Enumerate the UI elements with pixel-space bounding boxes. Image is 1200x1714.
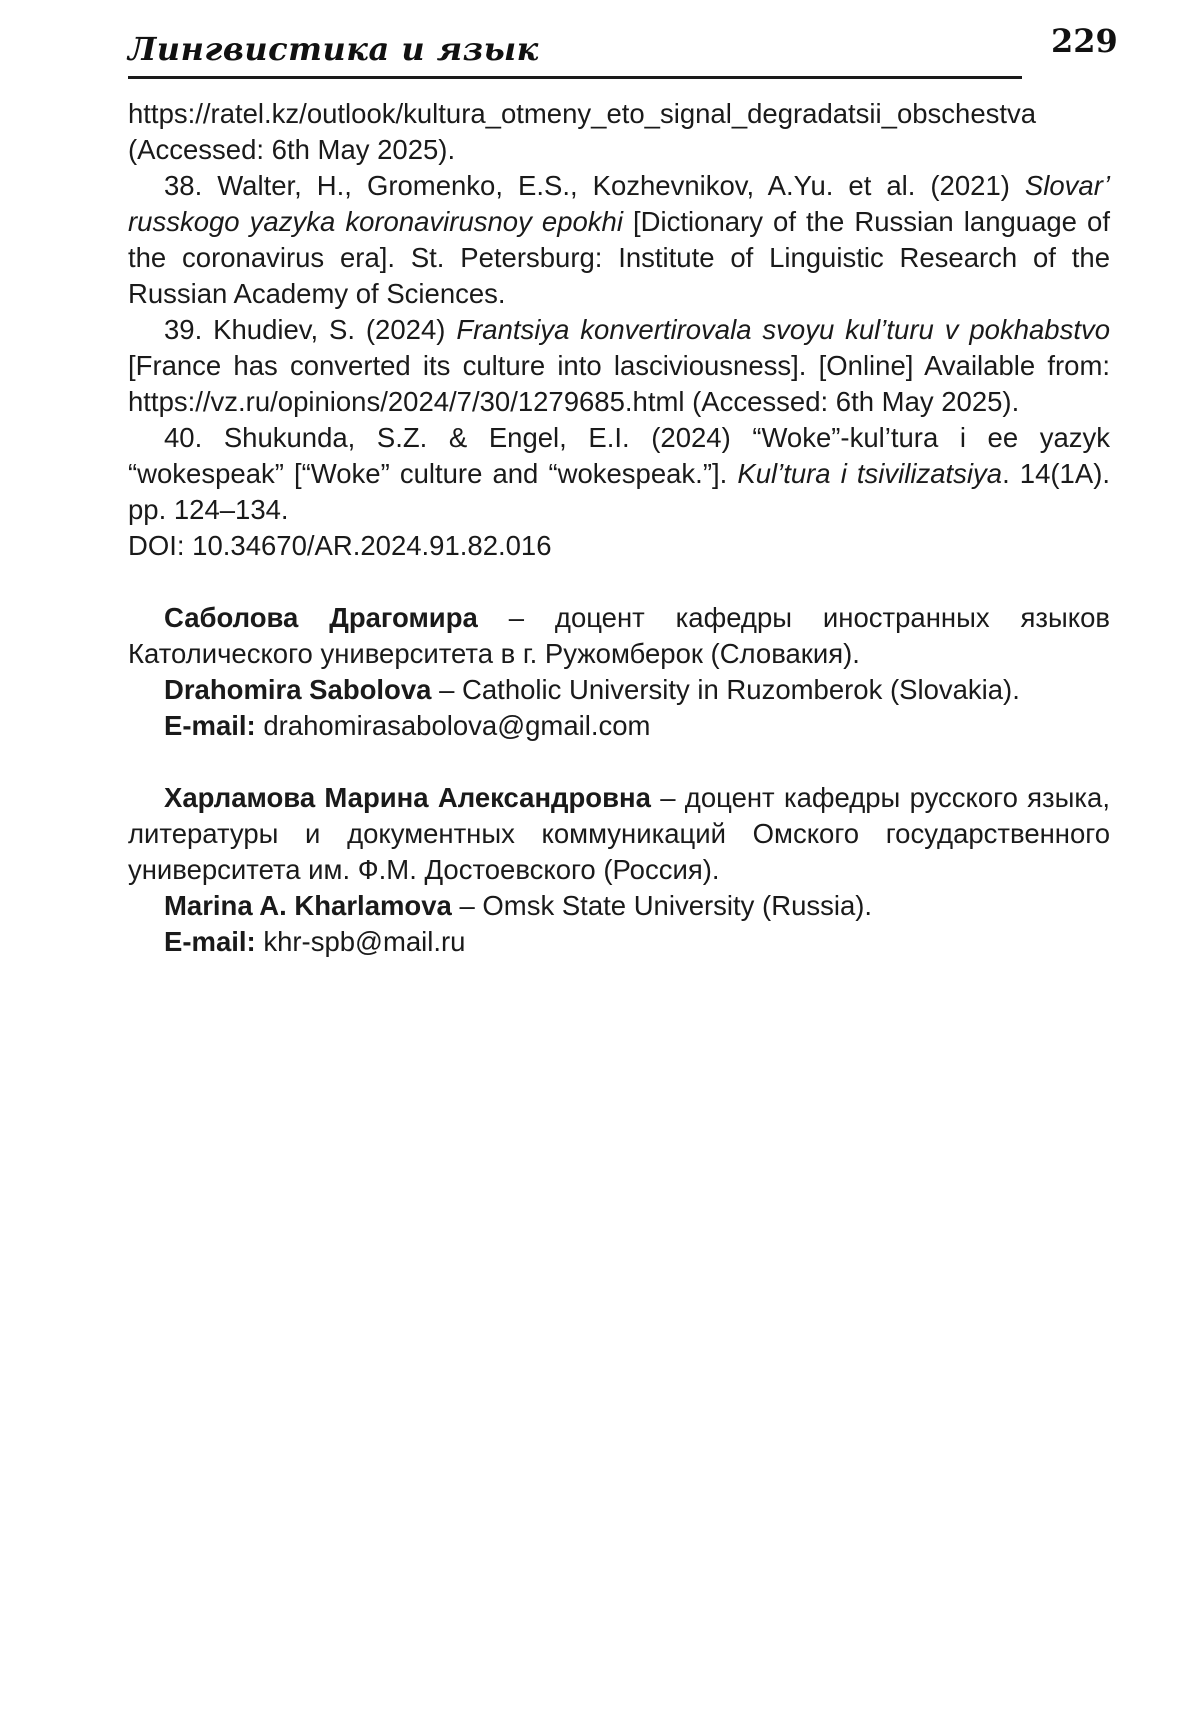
author-2-name-ru: Харламова Марина Александровна [164,782,651,813]
author-1-name-en: Drahomira Sabolova [164,674,432,705]
spacer [128,744,1110,780]
author-2-affiliation-ru: – доцент кафедры русского языка, литературы и документных коммуникаций Омского государственного университета им. Ф.М. Достоевского (Россия). [128,782,1110,885]
reference-40 [128,420,1110,564]
reference-39 [128,312,1110,420]
reference-40-authors: 40. Shukunda, S.Z. & Engel, E.I. (2024) “Woke”-kul’tura i ee yazyk “wokespeak” [“Woke” culture and “wokespeak.”]. [128,422,1110,489]
author-1-affiliation-ru: – доцент кафедры иностранных языков Католического университета в г. Ружомберок (Словакия). [128,602,1110,669]
author-1-email-address: drahomirasabolova@gmail.com [255,710,651,741]
reference-38 [128,168,1110,312]
email-label: E-mail: [164,710,256,741]
author-2-name-en: Marina A. Kharlamova [164,890,452,921]
author-1-en [128,672,1110,708]
author-2-ru [128,780,1110,888]
author-2-affiliation-en: – Omsk State University (Russia). [451,890,873,921]
reference-38-authors: 38. Walter, H., Gromenko, E.S., Kozhevnikov, A.Yu. et al. (2021) [164,170,1025,201]
reference-accessed: (Accessed: 6th May 2025). [128,134,456,165]
author-1-ru [128,600,1110,672]
reference-38-details: [Dictionary of the Russian language of the coronavirus era]. St. Petersburg: Institute of Linguistic Research of the Russian Academy of Sciences. [128,206,1110,309]
journal-section-title: Лингвистика и язык [128,30,539,68]
author-2-email [128,924,1110,960]
reference-38-title: Slovar’ russkogo yazyka koronavirusnoy epokhi [128,170,1110,237]
reference-40-doi: DOI: 10.34670/AR.2024.91.82.016 [128,530,552,561]
page-body [128,96,1110,960]
reference-40-journal: Kul’tura i tsivilizatsiya [737,458,1003,489]
header-rule [128,76,1022,79]
author-2-email-address: khr-spb@mail.ru [255,926,466,957]
reference-39-details: [France has converted its culture into lasciviousness]. [Online] Available from: https://vz.ru/opinions/2024/7/30/1279685.html (Accessed: 6th May 2025). [128,350,1110,417]
page-number: 229 [1051,22,1118,60]
reference-40-details: . 14(1A). pp. 124–134. [128,458,1110,525]
author-1-affiliation-en: – Catholic University in Ruzomberok (Slovakia). [431,674,1020,705]
spacer [128,564,1110,600]
reference-39-authors: 39. Khudiev, S. (2024) [164,314,457,345]
author-1-email [128,708,1110,744]
running-header [128,22,1118,80]
author-1-name-ru: Саболова Драгомира [164,602,478,633]
reference-39-title: Frantsiya konvertirovala svoyu kul’turu v pokhabstvo [456,314,1111,345]
author-2-en [128,888,1110,924]
email-label: E-mail: [164,926,256,957]
reference-url: https://ratel.kz/outlook/kultura_otmeny_eto_signal_degradatsii_obschestva [128,98,1037,129]
reference-continuation [128,96,1110,168]
